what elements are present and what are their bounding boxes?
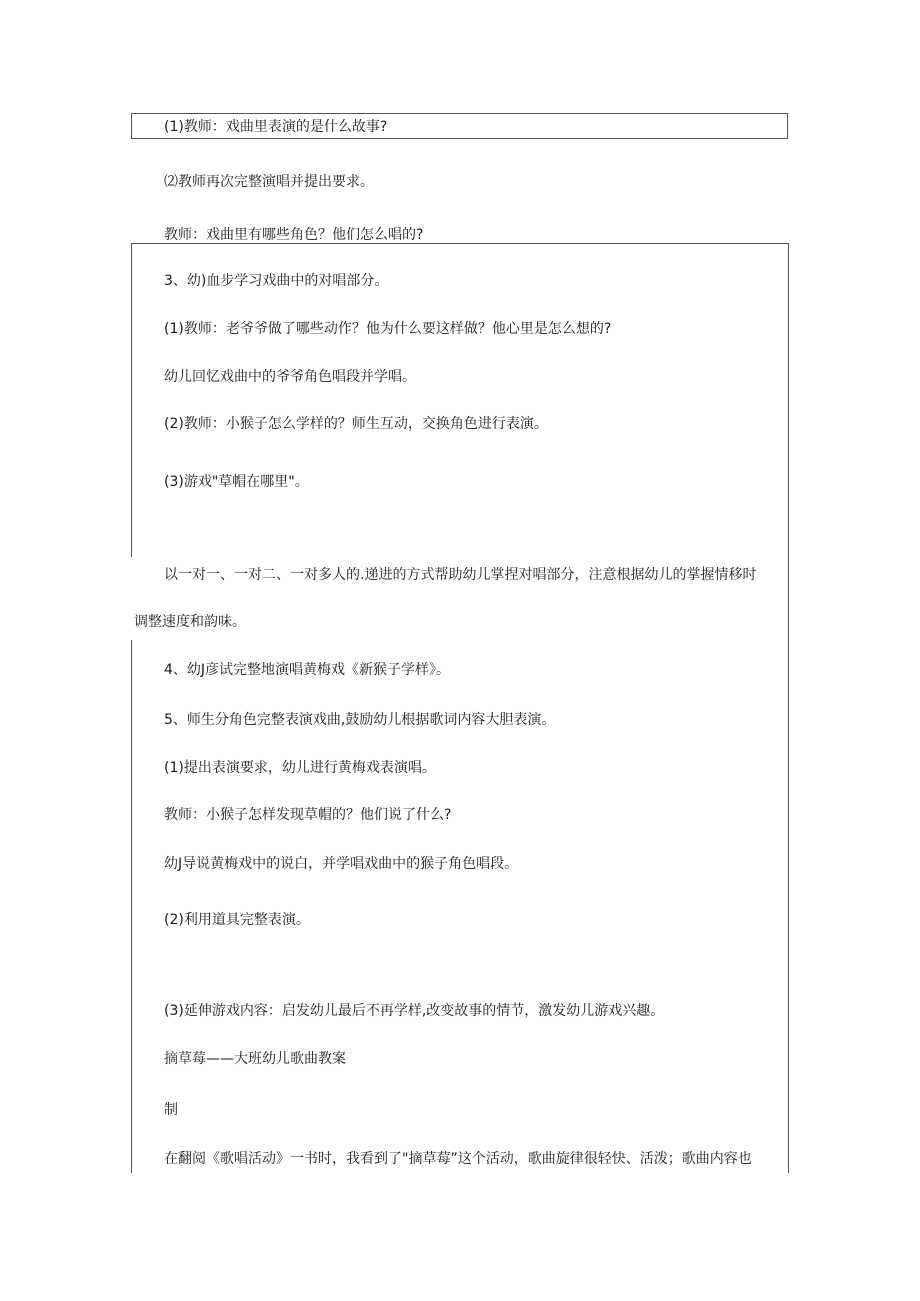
table-border-right: [788, 243, 789, 1173]
text-line: 4、幼J彦试完整地演唱黄梅戏《新猴子学样》。: [164, 662, 451, 678]
text-line: (3)延伸游戏内容：启发幼儿最后不再学样,改变故事的情节，激发幼儿游戏兴趣。: [164, 1003, 665, 1019]
text-line: 制: [164, 1102, 178, 1118]
text-line: 调整速度和韵味。: [134, 614, 246, 630]
text-line: ⑵教师再次完整演唱并提出要求。: [164, 174, 374, 190]
text-line: 幼J导说黄梅戏中的说白，并学唱戏曲中的猴子角色唱段。: [164, 856, 519, 872]
text-line: (1)提出表演要求，幼儿进行黄梅戏表演唱。: [164, 760, 436, 776]
text-line: 在翻阅《歌唱活动》一书时，我看到了"摘草莓”这个活动，歌曲旋律很轻快、活泼；歌曲内容也: [164, 1151, 752, 1167]
text-line: 教师：戏曲里有哪些角色？他们怎么唱的?: [164, 227, 424, 243]
text-line: 3、幼)血步学习戏曲中的对唱部分。: [164, 273, 389, 289]
text-line: (3)游戏"草帽在哪里"。: [164, 474, 309, 490]
text-line: (1)教师：老爷爷做了哪些动作？他为什么要这样做？他心里是怎么想的?: [164, 321, 612, 337]
text-line: (2)利用道具完整表演。: [164, 912, 310, 928]
table-border-left: [131, 243, 132, 557]
text-line: (2)教师：小猴子怎么学样的？师生互动，交换角色进行表演。: [164, 416, 548, 432]
text-line: 教师：小猴子怎样发现草帽的？他们说了什么?: [164, 807, 452, 823]
table-border-left-lower: [131, 640, 132, 1173]
text-line: 幼儿回忆戏曲中的爷爷角色唱段并学唱。: [164, 369, 416, 385]
text-line: (1)教师：戏曲里表演的是什么故事?: [164, 119, 388, 135]
text-line: 5、师生分角色完整表演戏曲,鼓励幼儿根据歌词内容大胆表演。: [164, 712, 556, 728]
text-line: 摘草莓——大班幼儿歌曲教案: [164, 1051, 346, 1067]
text-line: 以一对一、一对二、一对多人的.递进的方式帮助幼儿掌捏对唱部分，注意根据幼儿的掌握情移时: [164, 567, 757, 583]
